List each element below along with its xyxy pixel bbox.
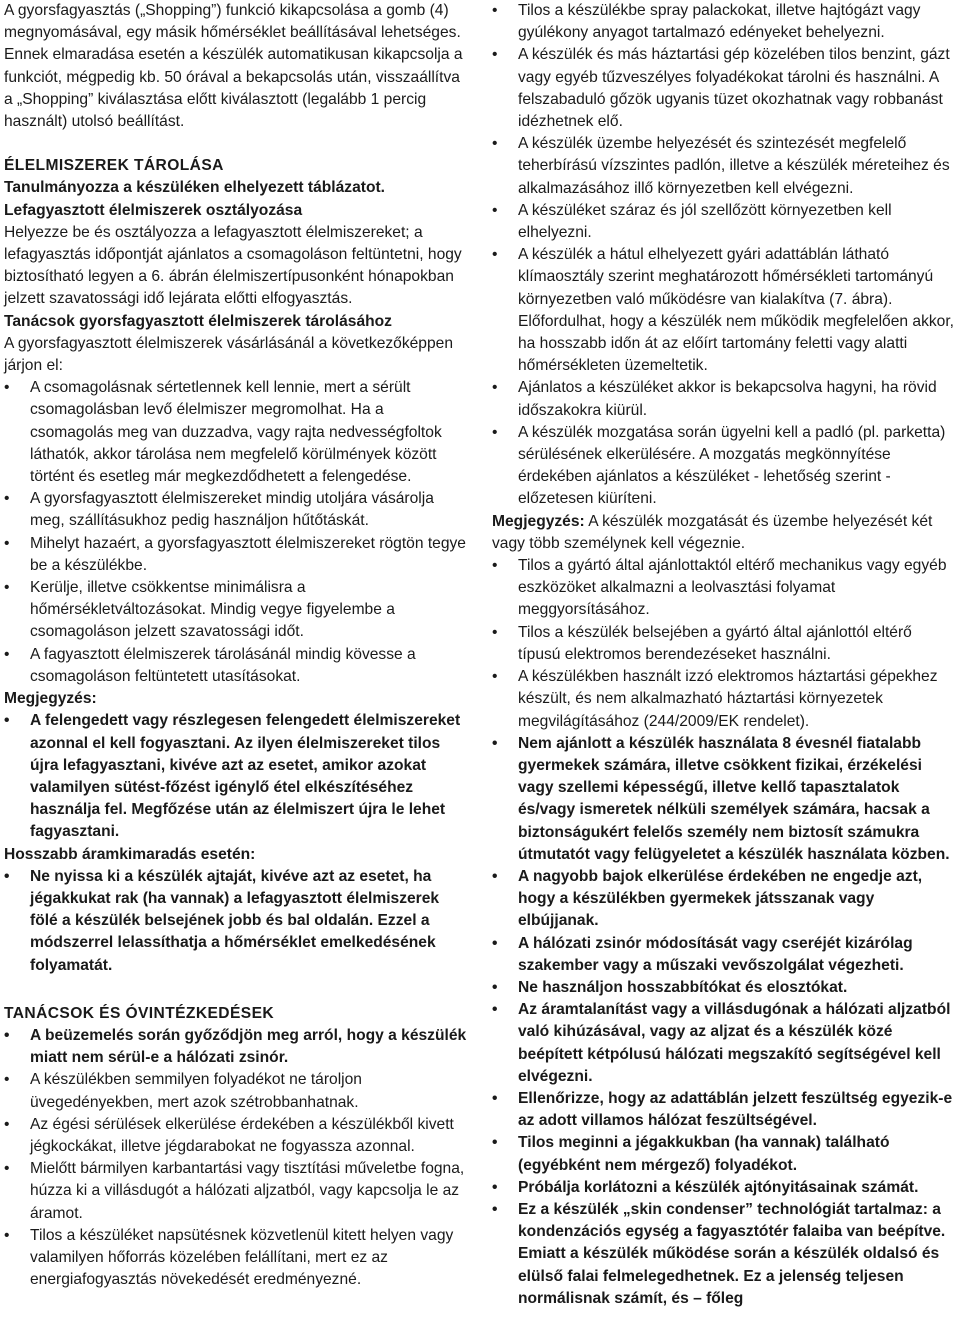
note-text: A készülék mozgatását és üzembe helyezését két vagy több személynek kell végeznie. [492,512,933,552]
list-item: • Tilos a készülékbe spray palackokat, illetve hajtógázt vagy gyúlékony anyagot tartalmazó edényeket behelyezni. [492,0,958,44]
advice-list [4,1025,470,1291]
list-item: • Ajánlatos a készüléket akkor is bekapcsolva hagyni, ha rövid időszakokra kiürül. [492,377,958,421]
list-item: • A készülékben semmilyen folyadékot ne tároljon üvegedényekben, mert azok szétrobbanhatnak. [4,1069,470,1113]
safety-list [492,733,958,1310]
list-item: • A nagyobb bajok elkerülése érdekében ne engedje azt, hogy a készülékben gyermekek játsszanak vagy elbújjanak. [492,866,958,933]
list-item: • A felengedett vagy részlegesen felengedett élelmiszereket azonnal el kell fogyasztani. Az ilyen élelmiszereket tilos újra lefagyasztani, kivéve azt az esetet, amikor azokat valamilyen sütést-főzést igénylő étel elkészítéséhez használja fel. Megfőzése után az élelmiszert újra le lehet fagyasztani. [4,710,470,843]
list-item: • Az áramtalanítást vagy a villásdugónak a hálózati aljzatból való kihúzásával, vagy az aljzat és a készülék közé beépített kétpólusú hálózati megszakító segítségével kell elvégezni. [492,999,958,1088]
list-item: • Mielőtt bármilyen karbantartási vagy tisztítási műveletbe fogna, húzza ki a villásdugót a hálózati aljzatból, vagy kapcsolja le az áramot. [4,1158,470,1225]
sorting-heading: Lefagyasztott élelmiszerek osztályozása [4,201,303,219]
storage-heading: ÉLELMISZEREK TÁROLÁSA [4,157,224,175]
list-item: • A gyorsfagyasztott élelmiszereket mindig utoljára vásárolja meg, szállításukhoz pedig használjon hűtőtáskát. [4,488,470,532]
list-item: • A csomagolásnak sértetlennek kell lennie, mert a sérült csomagolásban levő élelmiszer megromolhat. Ha a csomagolás meg van duzzadva, vagy rajta nedvességfoltok láthatók, akkor tárolása nem megfelelő körülmények között történt és esetleg már megkezdődhetett a felengedése. [4,377,470,488]
note-label: Megjegyzés: [492,512,585,530]
list-item: • Nem ajánlott a készülék használata 8 évesnél fiatalabb gyermekek számára, illetve csökkent fizikai, érzékelési vagy szellemi képességű, illetve kellő tapasztalatok és/vagy ismeretek nélküli személyek számára, hacsak a biztonságukért felelős személy nem biztosít számukra útmutatót vagy felügyeletet a készülék használata közben. [492,733,958,866]
list-item: • Az égési sérülések elkerülése érdekében a készülékből kivett jégkockákat, illetve jégdarabokat ne fogyassza azonnal. [4,1114,470,1158]
intro-paragraph-2: Ennek elmaradása esetén a készülék automatikusan kikapcsolja a funkciót, mégpedig kb. 50 órával a bekapcsolás után, visszaállítva a „Shopping” kiválasztása előtt kiválasztott (legalább 1 percig használt) utolsó beállítást. [4,46,463,131]
list-item: • Ne használjon hosszabbítókat és elosztókat. [492,977,958,999]
tips-list [4,377,470,688]
list-item: • Próbálja korlátozni a készülék ajtónyitásainak számát. [492,1177,958,1199]
list-item: • Mihelyt hazaért, a gyorsfagyasztott élelmiszereket rögtön tegye be a készülékbe. [4,533,470,577]
note-list [4,710,470,843]
intro-paragraph-1: A gyorsfagyasztás („Shopping”) funkció kikapcsolása a gomb (4) megnyomásával, egy másik hőmérséklet beállításával lehetséges. [4,2,461,42]
list-item: • A beüzemelés során győződjön meg arról, hogy a készülék miatt nem sérül-e a hálózati zsinór. [4,1025,470,1069]
precautions-list [492,0,958,511]
advice-heading: TANÁCSOK ÉS ÓVINTÉZKEDÉSEK [4,1004,275,1022]
list-item: • A készülék és más háztartási gép közelében tilos benzint, gázt vagy egyéb tűzveszélyes folyadékokat tárolni és használni. A felszabaduló gőzök ugyanis tüzet okozhatnak vagy robbanást idézhetnek elő. [492,44,958,133]
list-item: • A fagyasztott élelmiszerek tárolásánál mindig kövesse a csomagoláson feltüntetett utasításokat. [4,644,470,688]
list-item: • Tilos meginni a jégakkukban (ha vannak) található (egyébként nem mérgező) folyadékot. [492,1132,958,1176]
tips-intro: A gyorsfagyasztott élelmiszerek vásárlásánál a következőképpen járjon el: [4,334,453,375]
outage-heading: Hosszabb áramkimaradás esetén: [4,845,256,863]
outage-list [4,866,470,977]
list-item: • Tilos a gyártó által ajánlottaktól eltérő mechanikus vagy egyéb eszközöket alkalmazni a leolvasztási folyamat meggyorsításához. [492,555,958,622]
list-item: • Ne nyissa ki a készülék ajtaját, kivéve azt az esetet, ha jégakkukat rak (ha vannak) a lefagyasztott élelmiszerek fölé a készülék belsejének jobb és bal oldalán. Ezzel a módszerrel lelassíthatja a hőmérséklet emelkedésének folyamatát. [4,866,470,977]
list-item: • Tilos a készüléket napsütésnek közvetlenül kitett helyen vagy valamilyen hőforrás közelében felállítani, mert ez az energiafogyasztás növekedését eredményezné. [4,1225,470,1292]
list-item: • A készülék mozgatása során ügyelni kell a padló (pl. parketta) sérülésének elkerülésére. A mozgatás megkönnyítése érdekében ajánlatos a készüléket - lehetőség szerint - előzetesen kiüríteni. [492,422,958,511]
note-heading: Megjegyzés: [4,690,97,708]
list-item: • Tilos a készülék belsejében a gyártó által ajánlottól eltérő típusú elektromos berendezéseket használni. [492,622,958,666]
list-item: • Ez a készülék „skin condenser” technológiát tartalmaz: a kondenzációs egység a fagyasztótér falaiba van beépítve. Emiatt a készülék működése során a készülék oldalsó és elülső falai felmelegedhetnek. Ez a jelenség teljesen normálisnak számít, és – főleg [492,1199,958,1310]
list-item: • Ellenőrizze, hogy az adattáblán jelzett feszültség egyezik-e az adott villamos hálózat feszültségével. [492,1088,958,1132]
list-item: • A készülékben használt izzó elektromos háztartási gépekhez készült, és nem alkalmazható háztartási környezetek megvilágításához (244/2009/EK rendelet). [492,666,958,733]
list-item: • A hálózati zsinór módosítását vagy cseréjét kizárólag szakember vagy a műszaki vevőszolgálat végezheti. [492,933,958,977]
list-item: • A készülék üzembe helyezését és szintezését megfelelő teherbírású vízszintes padlón, illetve a készülék méreteihez és alkalmazásához illő környezetben kell elvégezni. [492,133,958,200]
moving-note [492,511,958,555]
precautions-list-2 [492,555,958,733]
storage-table-note: Tanulmányozza a készüléken elhelyezett táblázatot. [4,179,386,197]
list-item: • A készüléket száraz és jól szellőzött környezetben kell elhelyezni. [492,200,958,244]
list-item: • Kerülje, illetve csökkentse minimálisra a hőmérsékletváltozásokat. Mindig vegye figyelembe a csomagoláson jelzett szavatossági időt. [4,577,470,644]
left-column [4,0,470,1291]
list-item: • A készülék a hátul elhelyezett gyári adattáblán látható klímaosztály szerint meghatározott hőmérsékleti tartományú környezetben való működésre van kialakítva (7. ábra). Előfordulhat, hogy a készülék nem működik megfelelően akkor, ha hosszabb időn át az előírt tartomány feletti vagy alatti hőmérsékleten üzemeltetik. [492,244,958,377]
sorting-text: Helyezze be és osztályozza a lefagyasztott élelmiszereket; a lefagyasztás időpontját ajánlatos a csomagoláson feltüntetni, hogy biztosítható legyen a 6. ábrán élelmiszertípusonként hónapokban jelzett szavatossági idő lejárata előtti elfogyasztás. [4,223,462,308]
tips-heading: Tanácsok gyorsfagyasztott élelmiszerek tárolásához [4,312,392,330]
right-column [492,0,958,1310]
